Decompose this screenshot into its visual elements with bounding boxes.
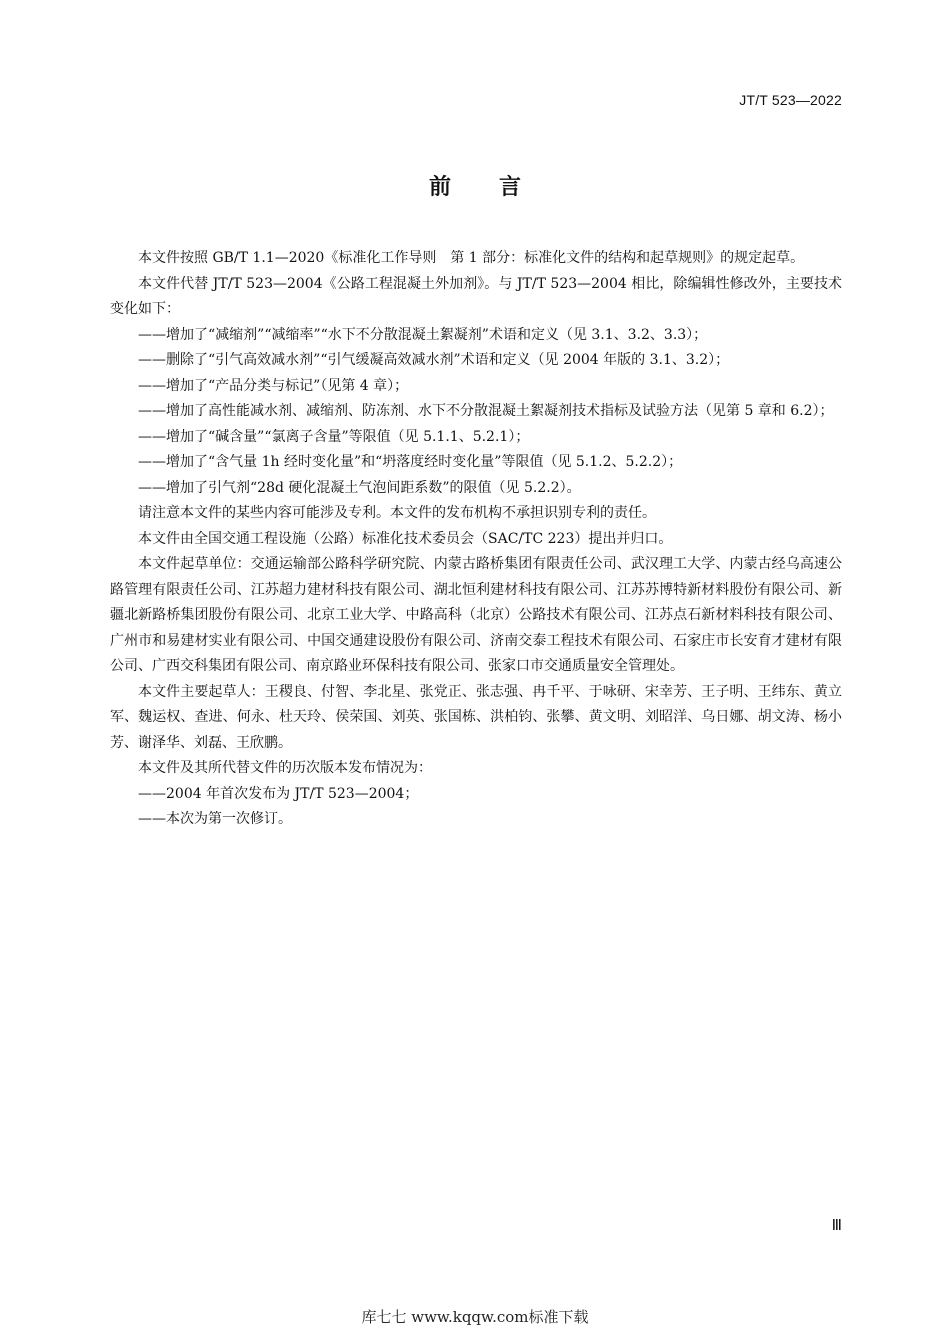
paragraph: 本文件由全国交通工程设施（公路）标准化技术委员会（SAC/TC 223）提出并归口。 (138, 530, 673, 547)
document-body (110, 246, 842, 833)
list-item: ——删除了“引气高效减水剂”“引气缓凝高效减水剂”术语和定义（见 2004 年版的 3.1、3.2）； (138, 352, 730, 368)
list-item: ——2004 年首次发布为 JT/T 523—2004； (138, 785, 419, 802)
list-item: ——增加了引气剂“28d 硬化混凝土气泡间距系数”的限值（见 5.2.2）。 (138, 479, 581, 496)
page-title: 前言 (428, 175, 569, 200)
paragraph: 本文件及其所代替文件的历次版本发布情况为： (138, 760, 432, 776)
list-item: ——本次为第一次修订。 (138, 811, 292, 827)
paragraph: 本文件代替 JT/T 523—2004《公路工程混凝土外加剂》。与 JT/T 523—2004 相比，除编辑性修改外，主要技术变化如下： (110, 275, 842, 317)
list-item: ——增加了“产品分类与标记”（见第 4 章）； (138, 377, 409, 394)
list-item: ——增加了高性能减水剂、减缩剂、防冻剂、水下不分散混凝土絮凝剂技术指标及试验方法（见第 5 章和 6.2）； (138, 403, 834, 419)
list-item: ——增加了“碱含量”“氯离子含量”等限值（见 5.1.1、5.2.1）； (138, 428, 530, 445)
paragraph: 请注意本文件的某些内容可能涉及专利。本文件的发布机构不承担识别专利的责任。 (138, 505, 656, 521)
list-item: ——增加了“含气量 1h 经时变化量”和“坍落度经时变化量”等限值（见 5.1.2、5.2.2）； (138, 454, 683, 470)
page-number: Ⅲ (831, 1218, 842, 1234)
paragraph: 本文件主要起草人：王稷良、付智、李北星、张党正、张志强、冉千平、于咏研、宋幸芳、王子明、王纬东、黄立军、魏运权、查进、何永、杜天玲、侯荣国、刘英、张国栋、洪柏钧、张攀、黄文明、刘昭洋、乌日娜、胡文涛、杨小芳、谢泽华、刘磊、王欣鹏。 (110, 683, 842, 751)
standard-code: JT/T 523—2022 (739, 92, 842, 108)
list-item: ——增加了“减缩剂”“减缩率”“水下不分散混凝土絮凝剂”术语和定义（见 3.1、3.2、3.3）； (138, 326, 708, 343)
paragraph: 本文件起草单位：交通运输部公路科学研究院、内蒙古路桥集团有限责任公司、武汉理工大学、内蒙古经乌高速公路管理有限责任公司、江苏超力建材科技有限公司、湖北恒利建材科技有限公司、江苏苏博特新材料股份有限公司、新疆北新路桥集团股份有限公司、北京工业大学、中路高科（北京）公路技术有限公司、江苏点石新材料科技有限公司、广州市和易建材实业有限公司、中国交通建设股份有限公司、济南交泰工程技术有限公司、石家庄市长安育才建材有限公司、广西交科集团有限公司、南京路业环保科技有限公司、张家口市交通质量安全管理处。 (110, 556, 842, 674)
paragraph: 本文件按照 GB/T 1.1—2020《标准化工作导则 第 1 部分：标准化文件的结构和起草规则》的规定起草。 (138, 250, 805, 266)
footer-watermark-text: 库七七 www.kqqw.com标准下载 (361, 1308, 589, 1326)
